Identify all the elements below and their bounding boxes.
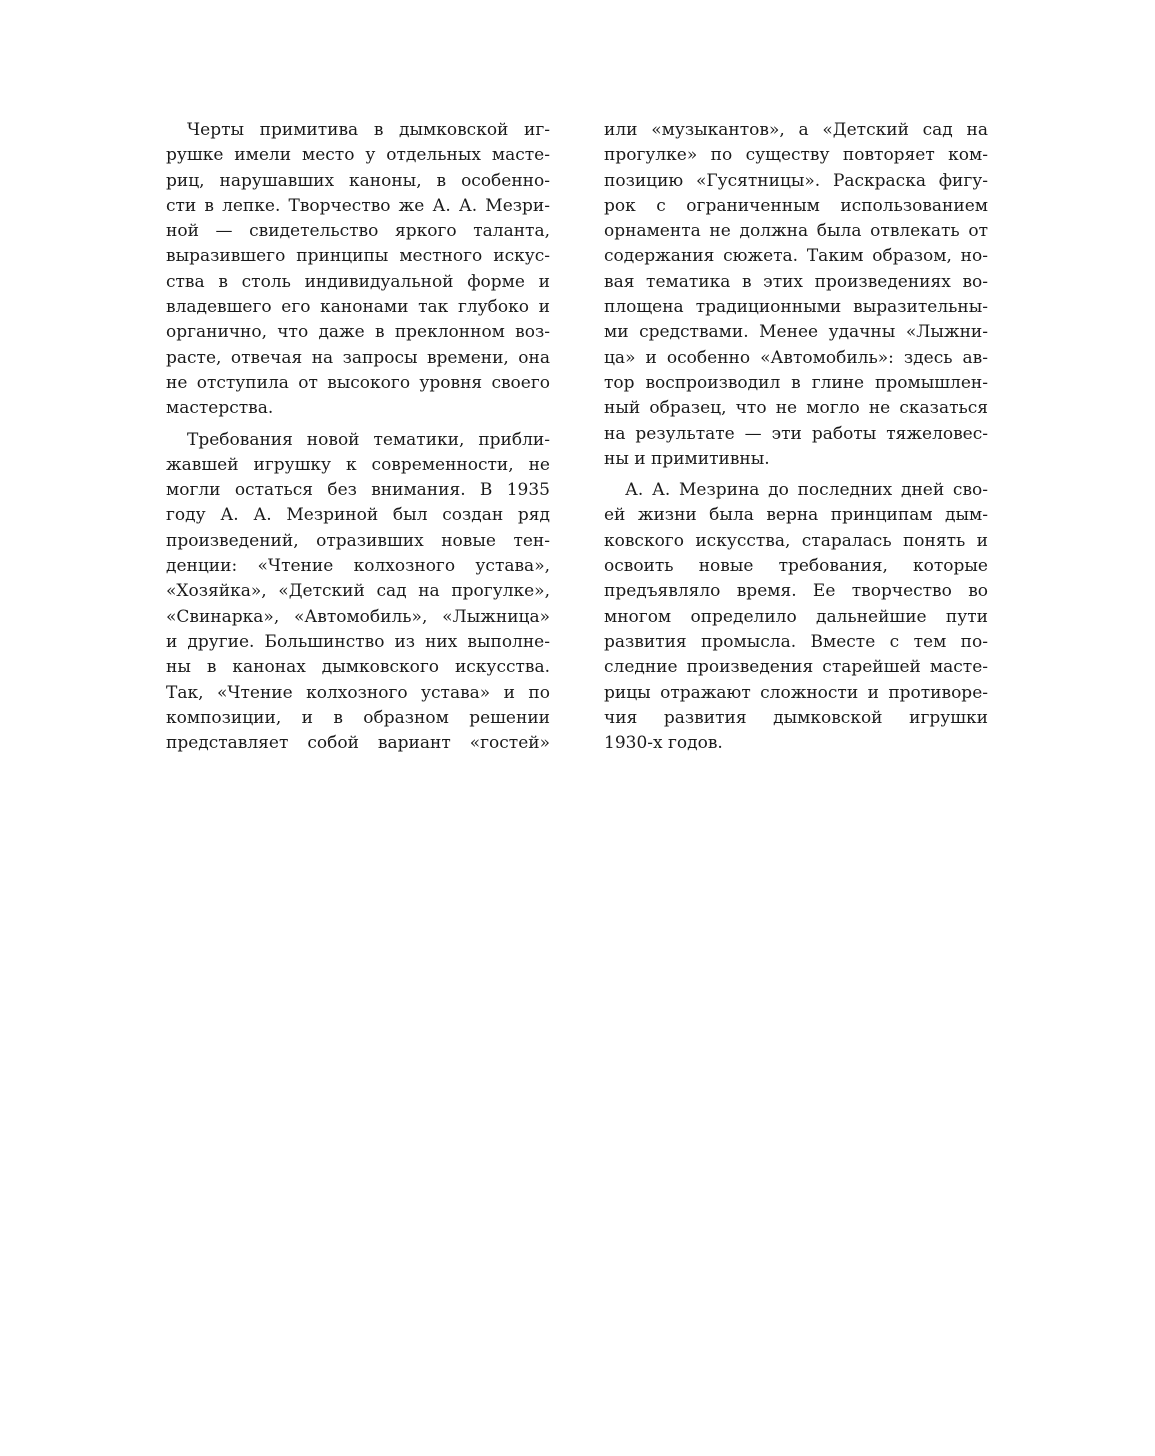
text-line: или «музыкантов», а «Детский сад на — [604, 120, 988, 140]
text-line: А. А. Мезрина до последних дней сво- — [625, 480, 988, 501]
text-line: содержания сюжета. Таким образом, но- — [604, 246, 988, 267]
text-line: Черты примитива в дымковской иг- — [187, 120, 550, 140]
text-line: ей жизни была верна принципам дым- — [604, 505, 988, 526]
text-line: многом определило дальнейшие пути — [604, 606, 988, 627]
text-line: произведений, отразивших новые тен- — [166, 530, 550, 551]
text-line: композиции, и в образном решении — [166, 707, 550, 728]
paragraph — [604, 118, 988, 472]
text-line: ми средствами. Менее удачны «Лыжни- — [604, 322, 988, 343]
text-line: тор воспроизводил в глине промышлен- — [604, 372, 988, 393]
text-line: «Хозяйка», «Детский сад на прогулке», — [166, 581, 550, 602]
paragraph — [604, 478, 988, 756]
text-line: представляет собой вариант «гостей» — [166, 733, 550, 754]
text-line: прогулке» по существу повторяет ком- — [604, 145, 988, 166]
text-line: жавшей игрушку к современности, не — [166, 454, 550, 475]
text-line: вая тематика в этих произведениях во- — [604, 271, 988, 292]
text-line: рок с ограниченным использованием — [604, 195, 988, 216]
text-line: могли остаться без внимания. В 1935 — [166, 480, 550, 501]
text-line: следние произведения старейшей масте- — [604, 657, 988, 678]
text-line: ны и примитивны. — [604, 448, 770, 469]
text-line: ца» и особенно «Автомобиль»: здесь ав- — [604, 347, 988, 368]
text-line: ковского искусства, старалась понять и — [604, 530, 988, 551]
text-line: рушке имели место у отдельных масте- — [166, 145, 550, 166]
text-line: ны в канонах дымковского искусства. — [166, 657, 550, 678]
text-line: не отступила от высокого уровня своего — [166, 372, 550, 393]
text-line: 1930-х годов. — [604, 733, 723, 754]
paragraph — [166, 428, 550, 757]
text-line: освоить новые требования, которые — [604, 556, 988, 577]
text-line: орнамента не должна была отвлекать от — [604, 221, 988, 242]
text-line: на результате — эти работы тяжеловес- — [604, 423, 988, 444]
text-line: году А. А. Мезриной был создан ряд — [166, 505, 550, 526]
text-line: органично, что даже в преклонном воз- — [166, 322, 550, 343]
text-line: сти в лепке. Творчество же А. А. Мезри- — [166, 195, 550, 216]
text-line: и другие. Большинство из них выполне- — [166, 631, 550, 652]
text-line: риц, нарушавших каноны, в особенно- — [166, 170, 550, 191]
text-line: чия развития дымковской игрушки — [604, 707, 988, 728]
text-line: ной — свидетельство яркого таланта, — [166, 221, 550, 242]
text-line: рицы отражают сложности и противоре- — [604, 682, 988, 703]
text-line: выразившего принципы местного искус- — [166, 246, 550, 267]
text-line: мастерства. — [166, 398, 274, 419]
right-text-column — [604, 118, 988, 756]
text-line: Требования новой тематики, прибли- — [187, 429, 550, 450]
text-line: владевшего его канонами так глубоко и — [166, 297, 550, 318]
text-line: расте, отвечая на запросы времени, она — [166, 347, 550, 368]
text-line: Так, «Чтение колхозного устава» и по — [166, 682, 550, 703]
text-line: ный образец, что не могло не сказаться — [604, 398, 988, 419]
text-line: развития промысла. Вместе с тем по- — [604, 631, 988, 652]
text-line: предъявляло время. Ее творчество во — [604, 581, 988, 602]
paragraph — [166, 118, 550, 422]
text-line: денции: «Чтение колхозного устава», — [166, 556, 550, 577]
left-text-column — [166, 118, 550, 756]
text-line: ства в столь индивидуальной форме и — [166, 271, 550, 292]
text-line: позицию «Гусятницы». Раскраска фигу- — [604, 170, 988, 191]
text-line: площена традиционными выразительны- — [604, 297, 988, 318]
text-line: «Свинарка», «Автомобиль», «Лыжница» — [166, 606, 550, 627]
